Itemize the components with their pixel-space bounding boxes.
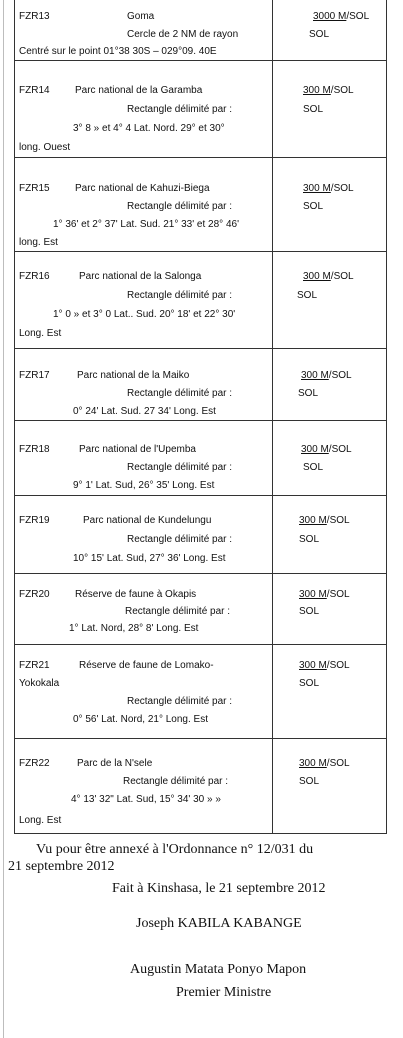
zone-line: Cercle de 2 NM de rayon (127, 29, 239, 40)
zone-name: Parc national de la Garamba (75, 85, 203, 96)
zone-line: 1° Lat. Nord, 28° 8' Long. Est (69, 623, 199, 634)
altitude-floor: SOL (309, 29, 330, 40)
altitude-floor: SOL (299, 678, 320, 689)
zone-line: long. Ouest (19, 142, 71, 153)
altitude-limit: 300 M/SOL (301, 444, 352, 455)
zone-code: FZR17 (19, 370, 50, 381)
altitude-floor: SOL (297, 290, 318, 301)
altitude-limit: 300 M/SOL (299, 515, 350, 526)
zone-line: Yokokala (19, 678, 60, 689)
zone-description-cell (15, 0, 273, 60)
signatory-president: Joseph KABILA KABANGE (136, 916, 302, 931)
altitude-limit: 300 M/SOL (299, 758, 350, 769)
zone-name: Goma (127, 11, 155, 22)
zone-row-fzr21 (14, 645, 387, 739)
zone-line: Rectangle délimité par : (127, 104, 233, 115)
zone-line: 9° 1' Lat. Sud, 26° 35' Long. Est (73, 480, 215, 491)
zone-description-cell (15, 496, 273, 573)
zone-description-cell (15, 645, 273, 738)
altitude-limit: 3000 M/SOL (313, 11, 370, 22)
zone-row-fzr15 (14, 158, 387, 252)
zone-line: 10° 15' Lat. Sud, 27° 36' Long. Est (73, 553, 226, 564)
zone-name: Parc de la N'sele (77, 758, 153, 769)
zone-code: FZR15 (19, 183, 50, 194)
zone-code: FZR20 (19, 589, 50, 600)
zone-line: Rectangle délimité par : (123, 776, 229, 787)
zone-row-fzr14 (14, 61, 387, 158)
zone-line: Rectangle délimité par : (125, 606, 231, 617)
zone-row-fzr17 (14, 349, 387, 421)
zone-code: FZR19 (19, 515, 50, 526)
zone-line: Rectangle délimité par : (127, 534, 233, 545)
zone-line: Centré sur le point 01°38 30S – 029°09. 40E (19, 46, 217, 57)
zone-line: 3° 8 » et 4° 4 Lat. Nord. 29° et 30° (73, 123, 225, 134)
zone-description-cell (15, 252, 273, 348)
zone-line: 0° 56' Lat. Nord, 21° Long. Est (73, 714, 208, 725)
zone-code: FZR18 (19, 444, 50, 455)
altitude-limit: 300 M/SOL (299, 589, 350, 600)
zone-line: Rectangle délimité par : (127, 201, 233, 212)
zone-name: Réserve de faune à Okapis (75, 589, 197, 600)
zone-row-fzr22 (14, 739, 387, 834)
zone-row-fzr16 (14, 252, 387, 349)
altitude-limit: 300 M/SOL (299, 660, 350, 671)
altitude-floor: SOL (303, 104, 324, 115)
zone-code: FZR16 (19, 271, 50, 282)
zone-line: Long. Est (19, 815, 62, 826)
zone-description-cell (15, 574, 273, 644)
restricted-zones-table (14, 0, 387, 834)
altitude-floor: SOL (303, 201, 324, 212)
page-edge-line (3, 0, 4, 1038)
zone-description-cell (15, 421, 273, 495)
annex-statement-line-2: 21 septembre 2012 (8, 859, 115, 874)
altitude-floor: SOL (299, 534, 320, 545)
zone-line: 1° 0 » et 3° 0 Lat.. Sud. 20° 18' et 22° 30' (53, 309, 236, 320)
altitude-limit: 300 M/SOL (303, 85, 354, 96)
zone-line: long. Est (19, 237, 58, 248)
zone-line: Rectangle délimité par : (127, 290, 233, 301)
zone-line: Long. Est (19, 328, 62, 339)
zone-name: Parc national de Kundelungu (83, 515, 212, 526)
zone-row-fzr19 (14, 496, 387, 574)
signatory-prime-minister: Augustin Matata Ponyo Mapon (130, 962, 307, 977)
annex-statement-line-1: Vu pour être annexé à l'Ordonnance n° 12/031 du (36, 842, 314, 857)
zone-name: Parc national de la Maiko (77, 370, 190, 381)
zone-name: Parc national de la Salonga (79, 271, 202, 282)
zone-name: Parc national de l'Upemba (79, 444, 196, 455)
zone-line: Rectangle délimité par : (127, 696, 233, 707)
zone-description-cell (15, 158, 273, 251)
zone-code: FZR14 (19, 85, 50, 96)
signatory-title: Premier Ministre (176, 985, 272, 1000)
altitude-limit: 300 M/SOL (301, 370, 352, 381)
zone-line: 1° 36' et 2° 37' Lat. Sud. 21° 33' et 28° 46' (53, 219, 239, 230)
zone-row-fzr13 (14, 0, 387, 61)
altitude-limit: 300 M/SOL (303, 183, 354, 194)
zone-code: FZR21 (19, 660, 50, 671)
zone-name: Réserve de faune de Lomako- (79, 660, 214, 671)
zone-row-fzr18 (14, 421, 387, 496)
zone-description-cell (15, 349, 273, 420)
altitude-floor: SOL (303, 462, 324, 473)
zone-description-cell (15, 739, 273, 833)
zone-name: Parc national de Kahuzi-Biega (75, 183, 210, 194)
altitude-floor: SOL (298, 388, 319, 399)
zone-line: 0° 24' Lat. Sud. 27 34' Long. Est (73, 406, 216, 417)
zone-line: 4° 13' 32" Lat. Sud, 15° 34' 30 » » (71, 794, 221, 805)
place-and-date: Fait à Kinshasa, le 21 septembre 2012 (112, 881, 326, 896)
altitude-limit: 300 M/SOL (303, 271, 354, 282)
altitude-floor: SOL (299, 606, 320, 617)
zone-code: FZR22 (19, 758, 50, 769)
zone-description-cell (15, 61, 273, 157)
zone-line: Rectangle délimité par : (127, 388, 233, 399)
zone-line: Rectangle délimité par : (127, 462, 233, 473)
altitude-floor: SOL (299, 776, 320, 787)
zone-row-fzr20 (14, 574, 387, 645)
zone-code: FZR13 (19, 11, 50, 22)
